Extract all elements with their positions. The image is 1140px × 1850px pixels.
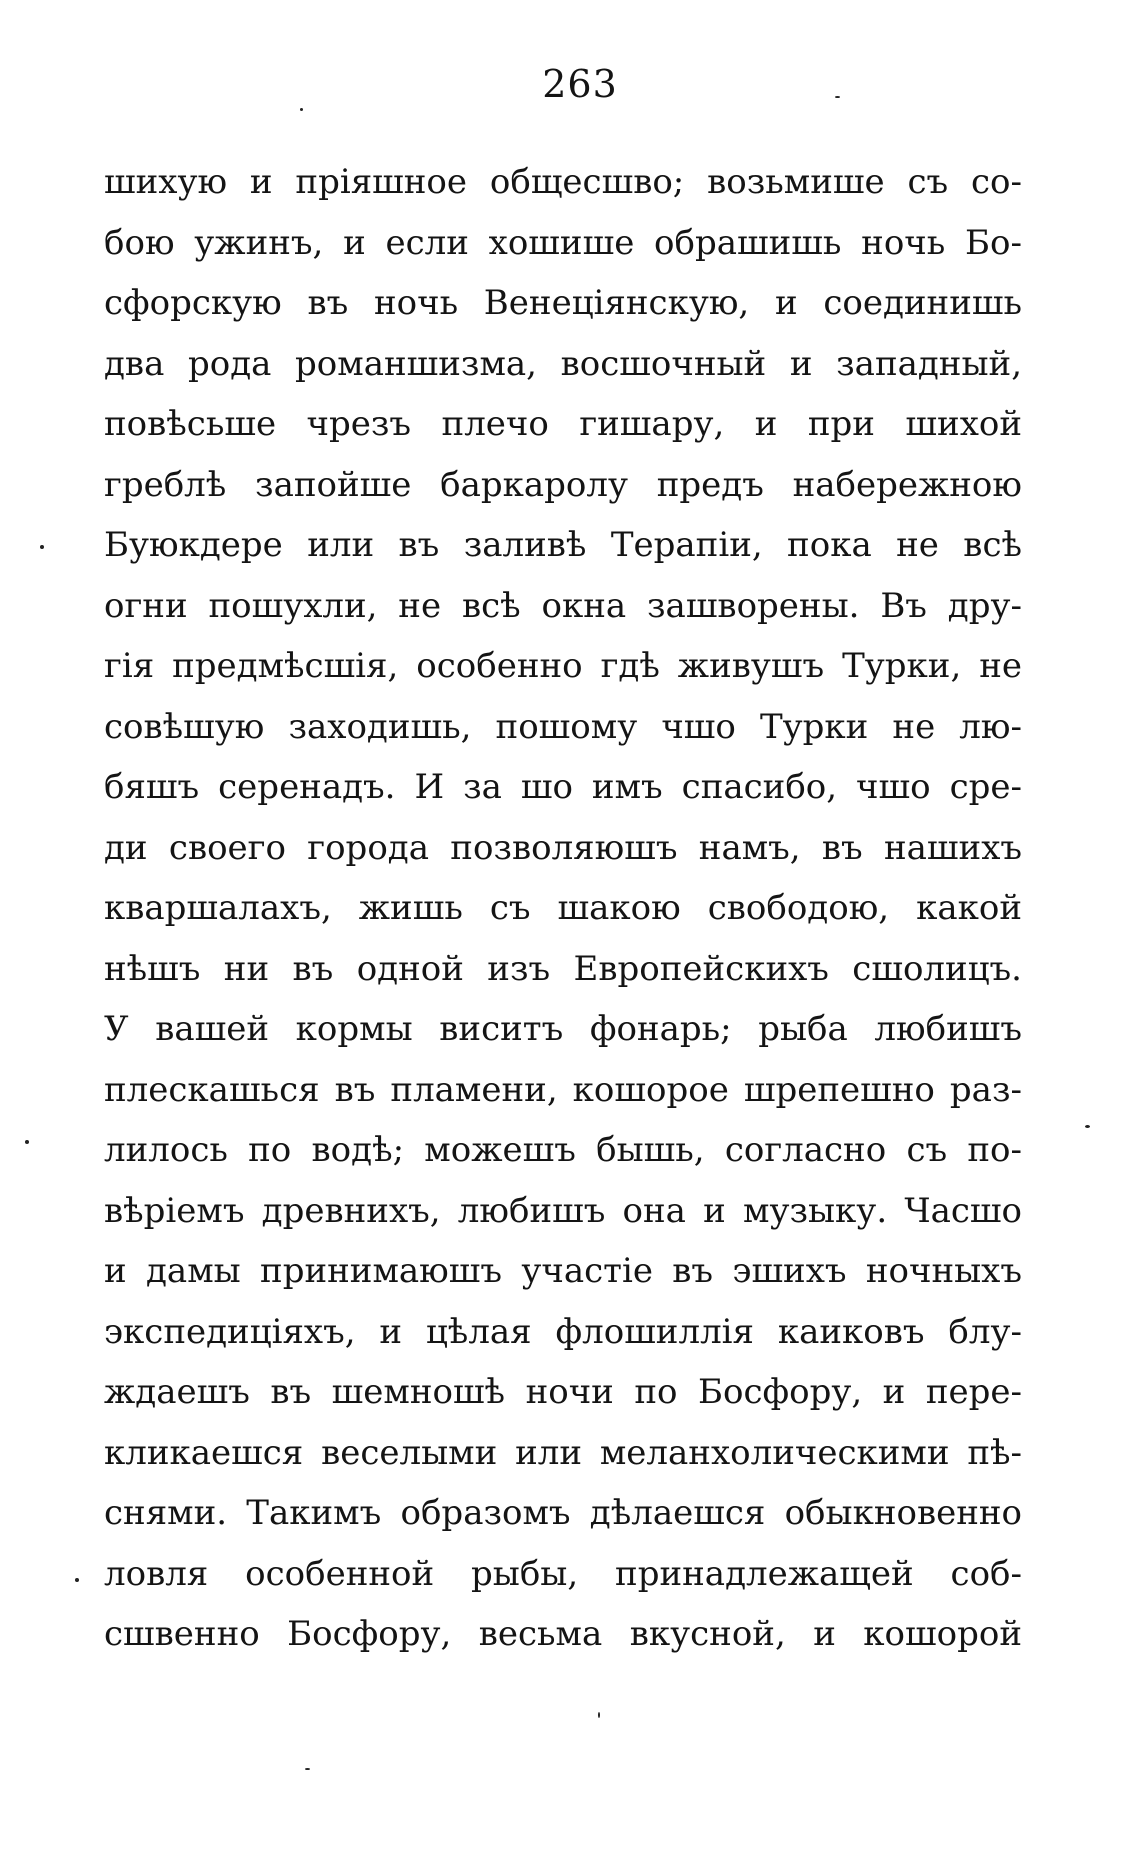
text-line: снями. Такимъ образомъ дѣлаешся обыкновенно — [104, 1493, 1022, 1533]
body-text — [104, 152, 1022, 1665]
text-line: огни пошухли, не всѣ окна зашворены. Въ дру- — [104, 585, 1022, 626]
text-line: вѣріемъ древнихъ, любишъ она и музыку. Часшо — [104, 1190, 1022, 1231]
text-line: два рода романшизма, восшочный и западный, — [104, 343, 1022, 384]
text-line: кликаешся веселыми или меланхолическими пѣ- — [104, 1432, 1022, 1473]
text-line: бяшъ серенадъ. И за шо имъ спасибо, чшо сре- — [104, 767, 1022, 807]
print-speck — [1085, 1125, 1090, 1128]
text-line: совѣшую заходишь, пошому чшо Турки не лю- — [104, 706, 1022, 747]
text-line: ди своего города позволяюшъ намъ, въ нашихъ — [104, 827, 1022, 868]
text-line: ловля особенной рыбы, принадлежащей соб- — [104, 1553, 1022, 1594]
text-line: ждаешъ въ шемношѣ ночи по Босфору, и пере- — [104, 1372, 1022, 1412]
text-line: греблѣ запойше баркаролу предъ набережною — [104, 464, 1022, 505]
print-speck — [305, 1768, 310, 1770]
page-number: 263 — [542, 62, 618, 106]
text-line: У вашей кормы виситъ фонарь; рыба любишъ — [104, 1009, 1022, 1049]
text-line: повѣсьше чрезъ плечо гишару, и при шихой — [104, 404, 1022, 444]
print-speck — [75, 1578, 79, 1582]
text-line: плескашься въ пламени, кошорое шрепешно раз- — [104, 1069, 1022, 1110]
text-line: шихую и пріяшное общесшво; возьмише съ со- — [104, 162, 1022, 202]
text-line: лилось по водѣ; можешъ бышь, согласно съ по- — [104, 1130, 1022, 1170]
text-line: и дамы принимаюшъ участіе въ эшихъ ночныхъ — [104, 1251, 1022, 1291]
print-speck — [598, 1712, 600, 1718]
text-line: экспедиціяхъ, и цѣлая флошиллія каиковъ блу- — [104, 1311, 1022, 1352]
text-line: бою ужинъ, и если хошише обрашишь ночь Бо- — [104, 222, 1022, 263]
print-speck — [300, 108, 303, 111]
text-line: сфорскую въ ночь Венеціянскую, и соединишь — [104, 283, 1022, 323]
print-speck — [835, 96, 840, 98]
text-line: кваршалахъ, жишь съ шакою свободою, какой — [104, 888, 1022, 928]
text-line: гія предмѣсшія, особенно гдѣ живушъ Турки, не — [104, 646, 1022, 686]
print-speck — [40, 545, 44, 549]
text-line: нѣшъ ни въ одной изъ Европейскихъ сшолицъ. — [104, 948, 1022, 989]
text-line: сшвенно Босфору, весьма вкусной, и кошорой — [104, 1614, 1022, 1654]
print-speck — [25, 1140, 29, 1144]
text-line: Буюкдере или въ заливѣ Терапіи, пока не всѣ — [104, 525, 1022, 565]
